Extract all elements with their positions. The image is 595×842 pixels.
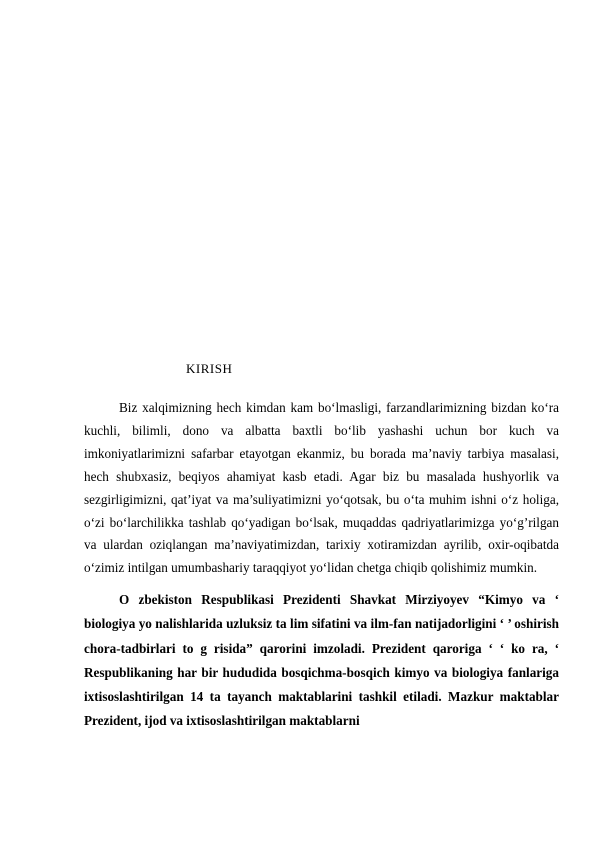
section-heading: KIRISH [186,361,233,376]
paragraph-decree: O zbekiston Respublikasi Prezidenti Shavkat Mirziyoyev “Kimyo va ‘ biologiya yo nalishlarida uzluksiz ta lim sifatini va ilm-fan natijadorligini ‘ ’ oshirish chora-tadbirlari to g risida” qarorini imzoladi. Prezident qaroriga ‘ ‘ ko ra, ‘ Respublikaning har bir hududida bosqichma-bosqich kimyo va biologiya fanlariga ixtisoslashtirilgan 14 ta tayanch maktablarini tashkil etiladi. Mazkur maktablar Prezident, ijod va ixtisoslashtirilgan maktablarni [84,592,559,729]
paragraph-intro: Biz xalqimizning hech kimdan kam bo‘lmasligi, farzandlarimizning bizdan ko‘ra kuchli, bilimli, dono va albatta baxtli bo‘lib yashashi uchun bor kuch va imkoniyatlarimizni safarbar etayotgan ekanmiz, bu borada ma’naviy tarbiya masalasi, hech shubxasiz, beqiyos ahamiyat kasb etadi. Agar biz bu masalada hushyorlik va sezgirligimizni, qat’iyat va ma’suliyatimizni yo‘qotsak, bu o‘ta muhim ishni o‘z holiga, o‘zi bo‘larchilikka tashlab qo‘yadigan bo‘lsak, muqaddas qadriyatlarimizga yo‘g’rilgan va ulardan oziqlangan ma’naviyatimizdan, tarixiy xotiramizdan ayrilib, oxir-oqibatda o‘zimiz intilgan umumbashariy taraqqiyot yo‘lidan chetga chiqib qolishimiz mumkin. [84,400,559,576]
